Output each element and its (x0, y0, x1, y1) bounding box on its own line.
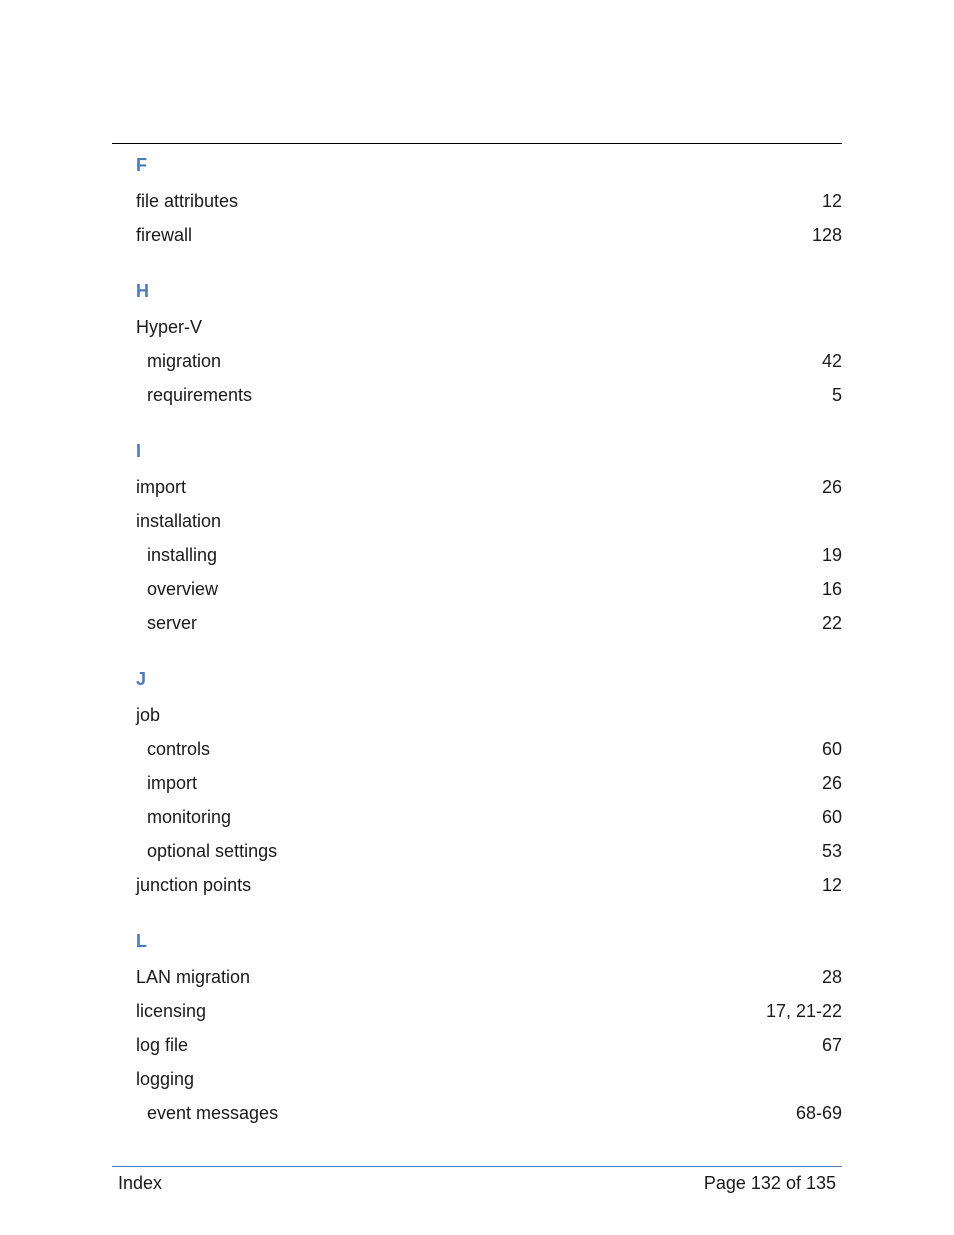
entry-term: LAN migration (136, 967, 251, 987)
entry-term: requirements (147, 385, 253, 405)
top-divider (112, 143, 842, 144)
entry-term: import (147, 773, 198, 793)
entry-term: installing (147, 545, 218, 565)
index-entry (136, 504, 842, 538)
entry-term: licensing (136, 1001, 207, 1021)
section-letter-h: H (136, 281, 149, 301)
index-subentry (136, 538, 842, 572)
entry-pages: 12 (821, 191, 842, 211)
index-subentry (136, 834, 842, 868)
entry-term: file attributes (136, 191, 239, 211)
entry-term: event messages (147, 1103, 279, 1123)
section-entries-j (136, 698, 842, 902)
index-body (136, 150, 842, 1130)
index-entry (136, 218, 842, 252)
index-entry (136, 868, 842, 902)
index-entry (136, 1028, 842, 1062)
index-subentry (136, 378, 842, 412)
entry-term: job (136, 705, 161, 725)
index-subentry (136, 766, 842, 800)
index-subentry (136, 732, 842, 766)
entry-pages: 16 (821, 579, 842, 599)
entry-pages: 26 (821, 773, 842, 793)
section-entries-l (136, 960, 842, 1130)
section-letter-j: J (136, 669, 147, 689)
entry-pages: 53 (821, 841, 842, 861)
entry-pages: 68-69 (795, 1103, 842, 1123)
index-entry (136, 994, 842, 1028)
entry-term: optional settings (147, 841, 278, 861)
entry-term: monitoring (147, 807, 232, 827)
entry-pages: 22 (821, 613, 842, 633)
entry-term: logging (136, 1069, 195, 1089)
entry-term: installation (136, 511, 222, 531)
section-entries-f (136, 184, 842, 252)
section-entries-i (136, 470, 842, 640)
entry-pages: 26 (821, 477, 842, 497)
entry-pages: 12 (821, 875, 842, 895)
entry-term: controls (147, 739, 211, 759)
index-subentry (136, 572, 842, 606)
footer-divider (112, 1166, 842, 1167)
entry-pages: 42 (821, 351, 842, 371)
entry-pages: 60 (821, 739, 842, 759)
index-subentry (136, 1096, 842, 1130)
entry-term: import (136, 477, 187, 497)
entry-term: server (147, 613, 198, 633)
entry-term: log file (136, 1035, 189, 1055)
entry-pages: 19 (821, 545, 842, 565)
section-entries-h (136, 310, 842, 412)
index-entry (136, 184, 842, 218)
entry-term: junction points (136, 875, 252, 895)
entry-term: Hyper-V (136, 317, 203, 337)
index-subentry (136, 606, 842, 640)
section-letter-f: F (136, 155, 147, 175)
section-letter-l: L (136, 931, 147, 951)
index-subentry (136, 800, 842, 834)
index-entry (136, 470, 842, 504)
entry-pages: 17, 21-22 (765, 1001, 842, 1021)
entry-term: overview (147, 579, 219, 599)
entry-pages: 28 (821, 967, 842, 987)
entry-term: firewall (136, 225, 193, 245)
entry-pages: 60 (821, 807, 842, 827)
index-subentry (136, 344, 842, 378)
footer-section-name: Index (118, 1173, 163, 1193)
footer-page-number: Page 132 of 135 (703, 1173, 836, 1193)
entry-term: migration (147, 351, 222, 371)
index-entry (136, 1062, 842, 1096)
entry-pages: 128 (811, 225, 842, 245)
index-entry (136, 960, 842, 994)
index-entry (136, 698, 842, 732)
index-entry (136, 310, 842, 344)
section-letter-i: I (136, 441, 142, 461)
entry-pages: 5 (831, 385, 842, 405)
entry-pages: 67 (821, 1035, 842, 1055)
